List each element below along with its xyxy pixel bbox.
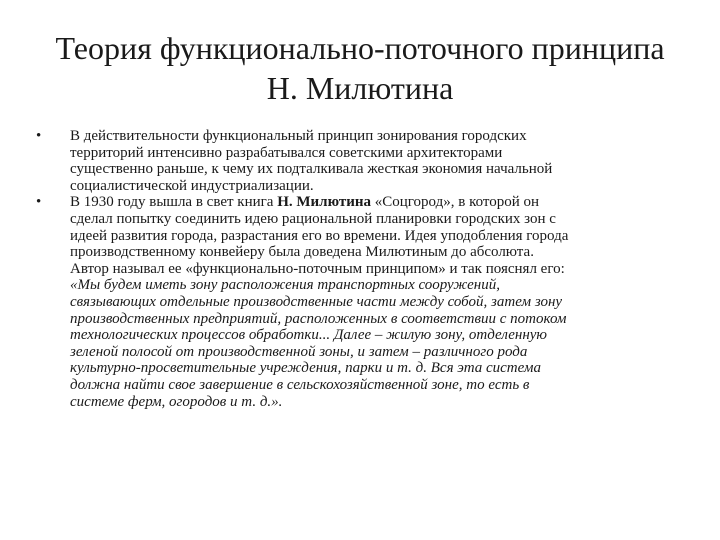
bullet-1-line-4: социалистической индустриализации. <box>70 177 314 194</box>
bullet-2-line-3: идеей развития города, разрастания его во времени. Идея уподобления города <box>70 227 569 244</box>
bullet-2-line-2: сделал попытку соединить идею рациональной планировки городских зон с <box>70 210 556 227</box>
bullet-1-line-1: В действительности функциональный принцип зонирования городских <box>70 128 527 144</box>
bullet-item-1 <box>36 128 684 194</box>
slide-title-line-1: Теория функционально-поточного принципа <box>55 30 665 66</box>
bullet-2-line-1-pre: В 1930 году вышла в свет книга <box>70 194 278 211</box>
bullet-item-2 <box>36 194 684 410</box>
bullet-list <box>36 128 684 410</box>
bullet-marker: • <box>36 194 42 211</box>
quote-line-7: должна найти свое завершение в сельскохозяйственной зоне, то есть в <box>70 376 530 393</box>
quote-line-6: культурно-просветительные учреждения, парки и т. д. Вся эта система <box>70 360 541 377</box>
bullet-2-line-5: Автор называл ее «функционально-поточным принципом» и так пояснял его: <box>70 260 565 277</box>
bullet-2-line-1-post: «Соцгород», в которой он <box>371 194 540 211</box>
quote-line-1: «Мы будем иметь зону расположения транспортных сооружений, <box>70 277 500 294</box>
bullet-marker: • <box>36 128 42 144</box>
quote-line-5: зеленой полосой от производственной зоны, и затем – различного рода <box>70 343 528 360</box>
slide-title <box>40 28 680 108</box>
bullet-1-line-3: существенно раньше, к чему их подталкивала жесткая экономия начальной <box>70 161 553 178</box>
quote-line-8: системе ферм, огородов и т. д.». <box>70 393 283 410</box>
quote-line-4: технологических процессов обработки... Далее – жилую зону, отделенную <box>70 327 548 344</box>
slide-title-line-2: Н. Милютина <box>266 70 454 106</box>
bullet-2-line-4: производственному конвейеру была доведена Милютиным до абсолюта. <box>70 244 534 261</box>
bullet-1-line-2: территорий интенсивно разрабатывался советскими архитекторами <box>70 144 503 161</box>
bullet-2-line-1 <box>70 194 684 211</box>
quote-line-3: производственных предприятий, расположенных в соответствии с потоком <box>70 310 567 327</box>
quote-line-2: связывающих отдельные производственные части между собой, затем зону <box>70 293 563 310</box>
author-name: Н. Милютина <box>277 194 371 211</box>
